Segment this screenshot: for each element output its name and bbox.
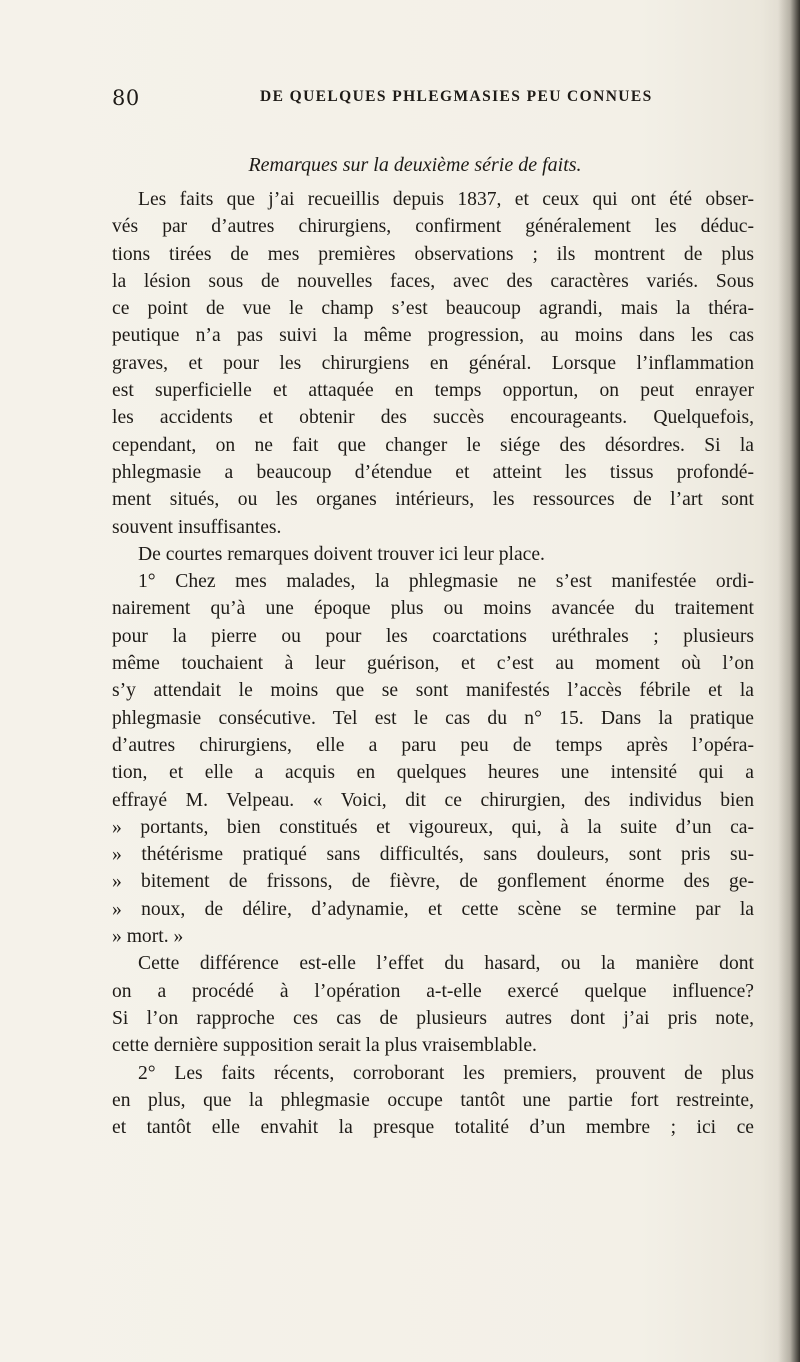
text-line: » portants, bien constitués et vigoureux, qui, à la suite d’un ca- [112, 816, 754, 838]
page-edge-shadow [778, 0, 800, 1362]
text-line: ce point de vue le champ s’est beaucoup agrandi, mais la théra- [112, 298, 754, 320]
text-line: De courtes remarques doivent trouver ici leur place. [138, 543, 545, 565]
text-line: les accidents et obtenir des succès encourageants. Quelquefois, [112, 407, 754, 429]
text-line: même touchaient à leur guérison, et c’est au moment où l’on [112, 653, 754, 675]
text-line: vés par d’autres chirurgiens, confirment généralement les déduc- [112, 216, 754, 238]
text-line: Les faits que j’ai recueillis depuis 1837, et ceux qui ont été obser- [138, 189, 754, 210]
section-subtitle: Remarques sur la deuxième série de faits. [248, 154, 582, 176]
text-line: 1° Chez mes malades, la phlegmasie ne s’est manifestée ordi- [138, 571, 754, 593]
text-line: ment situés, ou les organes intérieurs, les ressources de l’art sont [112, 489, 754, 511]
text-line: tion, et elle a acquis en quelques heures une intensité qui a [112, 762, 754, 784]
text-line: nairement qu’à une époque plus ou moins avancée du traitement [112, 598, 754, 620]
text-line: en plus, que la phlegmasie occupe tantôt une partie fort restreinte, [112, 1089, 754, 1111]
text-line: effrayé M. Velpeau. « Voici, dit ce chirurgien, des individus bien [112, 789, 754, 811]
text-line: tions tirées de mes premières observations ; ils montrent de plus [112, 243, 754, 265]
page-number: 80 [112, 86, 140, 110]
text-line: la lésion sous de nouvelles faces, avec des caractères variés. Sous [112, 270, 754, 292]
text-line: » mort. » [112, 926, 184, 948]
text-line: cette dernière supposition serait la plus vraisemblable. [112, 1035, 537, 1057]
text-line: d’autres chirurgiens, elle a paru peu de temps après l’opéra- [112, 734, 754, 756]
text-line: pour la pierre ou pour les coarctations uréthrales ; plusieurs [112, 625, 754, 647]
text-line: Cette différence est-elle l’effet du hasard, ou la manière dont [138, 953, 754, 975]
text-line: » bitement de frissons, de fièvre, de gonflement énorme des ge- [112, 871, 754, 893]
text-line: » noux, de délire, d’adynamie, et cette scène se termine par la [112, 898, 754, 920]
text-line: s’y attendait le moins que se sont manifestés l’accès fébrile et la [112, 680, 754, 702]
text-line: cependant, on ne fait que changer le siége des désordres. Si la [112, 434, 754, 456]
text-line: et tantôt elle envahit la presque totalité d’un membre ; ici ce [112, 1117, 754, 1139]
text-line: phlegmasie consécutive. Tel est le cas du n° 15. Dans la pratique [112, 707, 754, 729]
text-line: 2° Les faits récents, corroborant les premiers, prouvent de plus [138, 1062, 754, 1084]
text-line: phlegmasie a beaucoup d’étendue et atteint les tissus profondé- [112, 461, 754, 483]
text-line: graves, et pour les chirurgiens en général. Lorsque l’inflammation [112, 352, 754, 374]
text-line: on a procédé à l’opération a-t-elle exercé quelque influence? [112, 980, 754, 1002]
text-line: est superficielle et attaquée en temps opportun, on peut enrayer [112, 380, 754, 402]
running-head: DE QUELQUES PHLEGMASIES PEU CONNUES [260, 88, 653, 105]
page-header [112, 86, 752, 112]
text-line: peutique n’a pas suivi la même progression, au moins dans les cas [112, 325, 754, 347]
text-line: souvent insuffisantes. [112, 516, 282, 538]
text-line: Si l’on rapproche ces cas de plusieurs autres dont j’ai pris note, [112, 1007, 754, 1029]
body-text [112, 186, 754, 1141]
text-line: » thétérisme pratiqué sans difficultés, sans douleurs, sont pris su- [112, 844, 754, 866]
